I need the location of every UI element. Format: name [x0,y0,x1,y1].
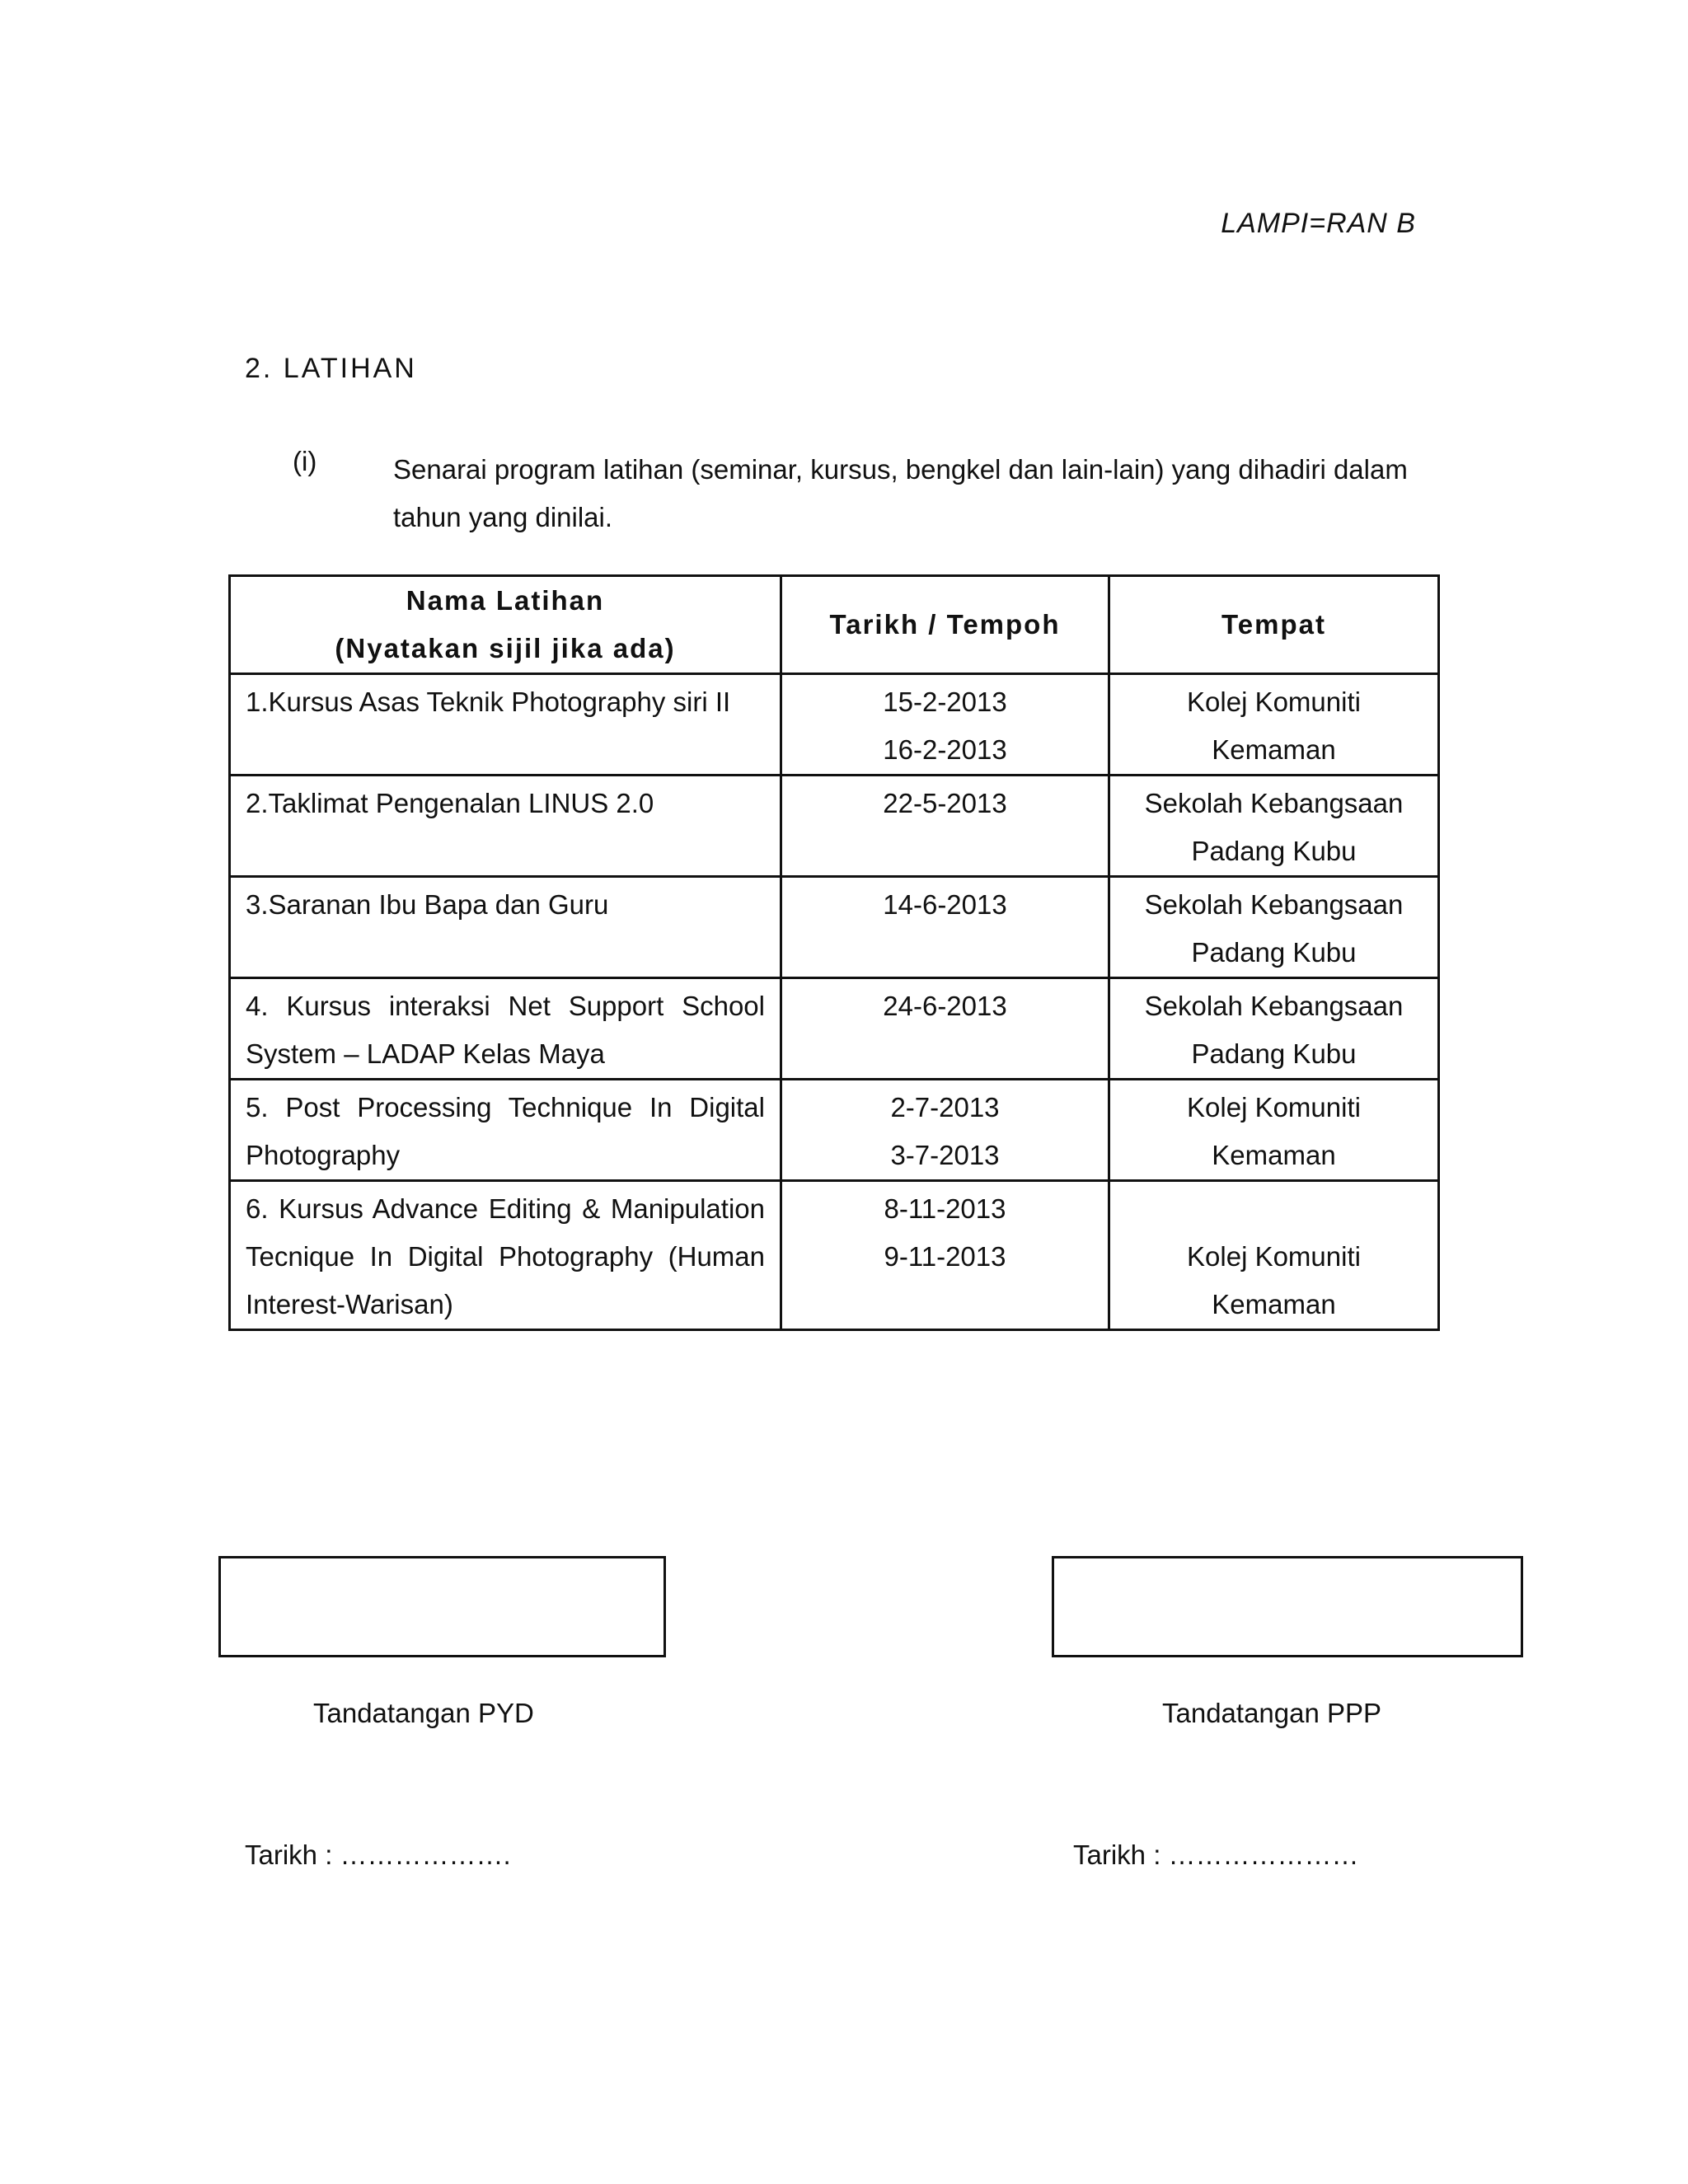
table-row [230,1080,1439,1181]
date-line-pyd: Tarikh : ………………. [245,1840,511,1870]
training-place: Sekolah Kebangsaan Padang Kubu [1144,991,1404,1069]
cell-name [230,1080,781,1181]
training-place: Kolej Komuniti Kemaman [1187,687,1361,765]
signature-label-ppp: Tandatangan PPP [1162,1698,1382,1728]
appendix-label: LAMPI=RAN B [1221,208,1416,239]
item-description: Senarai program latihan (seminar, kursus, bengkel dan lain-lain) yang dihadiri dalam tahun yang dinilai. [393,454,1408,532]
signature-box-pyd[interactable] [218,1556,666,1657]
column-header-name-line1: Nama Latihan [406,585,605,616]
table-header-row [230,576,1439,674]
cell-place [1109,1181,1439,1330]
cell-date [781,877,1109,978]
training-date: 15-2-2013 16-2-2013 [883,687,1007,765]
column-header-name [230,576,781,674]
training-place: Kolej Komuniti Kemaman [1187,1092,1361,1170]
cell-name [230,1181,781,1330]
table-row [230,978,1439,1080]
cell-place [1109,776,1439,877]
cell-date [781,1181,1109,1330]
cell-name [230,674,781,776]
training-date: 8-11-2013 9-11-2013 [884,1193,1006,1272]
training-date: 14-6-2013 [883,889,1007,920]
training-place: Sekolah Kebangsaan Padang Kubu [1144,889,1404,968]
training-name: 1.Kursus Asas Teknik Photography siri II [246,687,731,717]
cell-date [781,776,1109,877]
cell-name [230,776,781,877]
column-header-date: Tarikh / Tempoh [781,576,1109,674]
table-row [230,776,1439,877]
cell-date [781,978,1109,1080]
signature-label-pyd: Tandatangan PYD [313,1698,534,1728]
column-header-name-line2: (Nyatakan sijil jika ada) [335,633,676,663]
date-line-ppp: Tarikh : ………………… [1073,1840,1359,1870]
training-place: Sekolah Kebangsaan Padang Kubu [1144,788,1404,866]
cell-place [1109,1080,1439,1181]
cell-name [230,978,781,1080]
column-header-place: Tempat [1109,576,1439,674]
table-row [230,1181,1439,1330]
training-table [228,574,1440,1331]
cell-date [781,1080,1109,1181]
cell-date [781,674,1109,776]
item-number: (i) [293,446,317,476]
cell-place [1109,877,1439,978]
training-name: 6. Kursus Advance Editing & Manipulation Tecnique In Digital Photography (Human Interest-Warisan) [246,1193,765,1319]
training-date: 22-5-2013 [883,788,1007,818]
training-name: 4. Kursus interaksi Net Support School System – LADAP Kelas Maya [246,991,765,1069]
cell-place [1109,978,1439,1080]
training-name: 2.Taklimat Pengenalan LINUS 2.0 [246,788,654,818]
table-row [230,674,1439,776]
cell-place [1109,674,1439,776]
training-date: 2-7-2013 3-7-2013 [890,1092,1000,1170]
training-name: 3.Saranan Ibu Bapa dan Guru [246,889,609,920]
training-name: 5. Post Processing Technique In Digital Photography [246,1092,765,1170]
training-date: 24-6-2013 [883,991,1007,1021]
table-row [230,877,1439,978]
section-title: 2. LATIHAN [245,353,417,384]
signature-box-ppp[interactable] [1052,1556,1523,1657]
cell-name [230,877,781,978]
training-place: Kolej Komuniti Kemaman [1187,1241,1361,1319]
